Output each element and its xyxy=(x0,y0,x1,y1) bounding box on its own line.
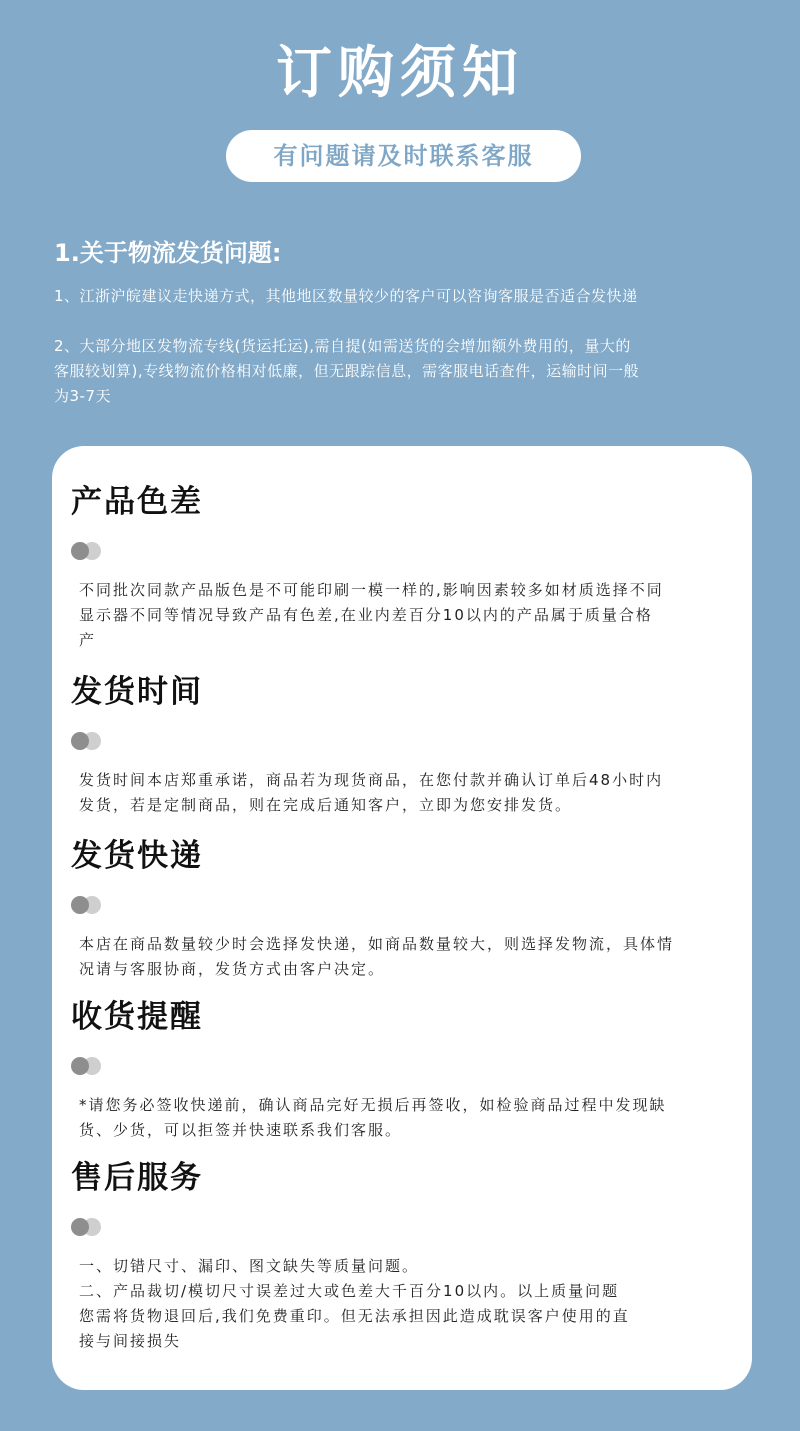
section-after-sales xyxy=(71,1158,741,1354)
section-receipt-reminder xyxy=(71,997,741,1143)
dot-icon xyxy=(71,896,89,914)
logistics-paragraph-2 xyxy=(54,334,754,409)
logistics-paragraph-2-line: 为3-7天 xyxy=(54,387,111,405)
logistics-paragraph-2-line: 2、大部分地区发物流专线(货运托运),需自提(如需送货的会增加额外费用的，量大的 xyxy=(54,337,631,355)
page-title: 订购须知 xyxy=(276,41,524,106)
section-title: 发货快递 xyxy=(71,838,203,874)
section-shipping-express xyxy=(71,836,741,982)
section-body-line: 一、切错尺寸、漏印、图文缺失等质量问题。 xyxy=(79,1257,420,1275)
dot-icon xyxy=(71,732,89,750)
bullet-dots-icon xyxy=(71,1057,111,1075)
bullet-dots-icon xyxy=(71,732,111,750)
section-title: 发货时间 xyxy=(71,674,203,710)
logistics-paragraph-1: 1、江浙沪皖建议走快递方式，其他地区数量较少的客户可以咨询客服是否适合发快递 xyxy=(54,287,638,305)
section-title: 收货提醒 xyxy=(71,999,203,1035)
dot-icon xyxy=(71,1218,89,1236)
section-body-line: 本店在商品数量较少时会选择发快递，如商品数量较大，则选择发物流，具体情 xyxy=(79,935,675,953)
contact-service-banner: 有问题请及时联系客服 xyxy=(226,130,581,182)
section-body xyxy=(71,932,741,982)
logistics-heading: 1.关于物流发货问题: xyxy=(54,239,282,267)
notice-card xyxy=(52,446,752,1390)
dot-icon xyxy=(71,1057,89,1075)
bullet-dots-icon xyxy=(71,542,111,560)
section-body xyxy=(71,578,741,653)
section-body xyxy=(71,768,741,818)
section-body-line: 显示器不同等情况导致产品有色差,在业内差百分10以内的产品属于质量合格 xyxy=(79,606,653,624)
section-body-line: *请您务必签收快递前，确认商品完好无损后再签收，如检验商品过程中发现缺 xyxy=(79,1096,667,1114)
section-title: 产品色差 xyxy=(71,484,203,520)
logistics-paragraph-2-line: 客服较划算),专线物流价格相对低廉，但无跟踪信息，需客服电话查件，运输时间一般 xyxy=(54,362,640,380)
section-body xyxy=(71,1093,741,1143)
section-body-line: 货、少货，可以拒签并快速联系我们客服。 xyxy=(79,1121,403,1139)
section-body-line: 发货时间本店郑重承诺，商品若为现货商品，在您付款并确认订单后48小时内 xyxy=(79,771,664,789)
section-body-line: 况请与客服协商，发货方式由客户决定。 xyxy=(79,960,386,978)
dot-icon xyxy=(71,542,89,560)
section-shipping-time xyxy=(71,672,741,818)
section-body-line: 您需将货物退回后,我们免费重印。但无法承担因此造成耽误客户使用的直 xyxy=(79,1307,630,1325)
section-body-line: 产 xyxy=(79,631,97,649)
section-body-line: 接与间接损失 xyxy=(79,1332,182,1350)
logistics-notice xyxy=(54,236,754,409)
section-body-line: 发货，若是定制商品，则在完成后通知客户，立即为您安排发货。 xyxy=(79,796,573,814)
section-body-line: 不同批次同款产品版色是不可能印刷一模一样的,影响因素较多如材质选择不同 xyxy=(79,581,664,599)
section-body-line: 二、产品裁切/模切尺寸误差过大或色差大千百分10以内。以上质量问题 xyxy=(79,1282,620,1300)
bullet-dots-icon xyxy=(71,1218,111,1236)
section-color-difference xyxy=(71,482,741,653)
bullet-dots-icon xyxy=(71,896,111,914)
section-title: 售后服务 xyxy=(71,1160,203,1196)
section-body xyxy=(71,1254,741,1354)
